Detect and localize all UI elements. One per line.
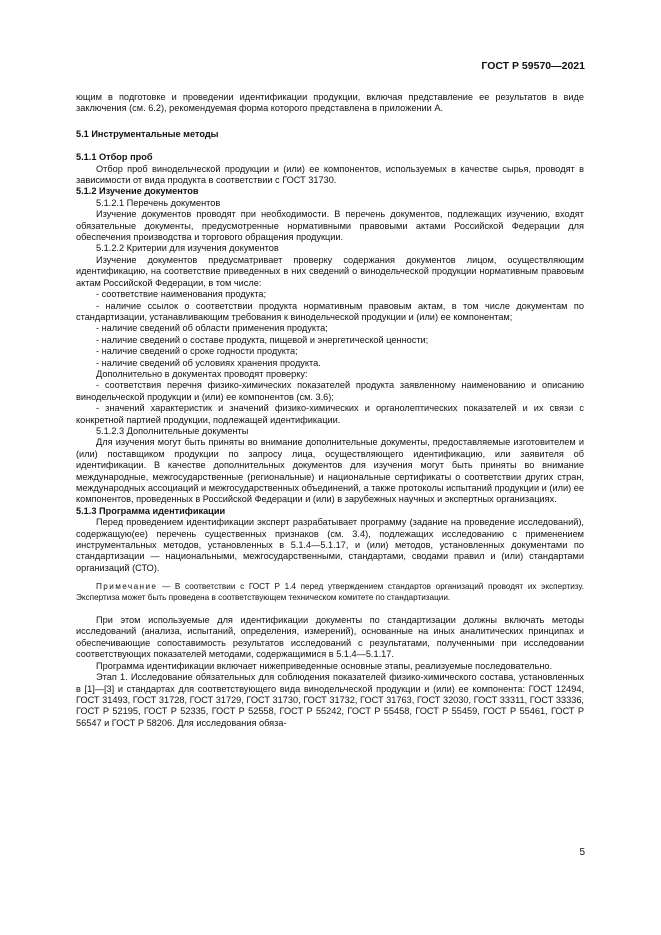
section-heading-5-1: 5.1 Инструментальные методы — [76, 128, 219, 139]
page-number: 5 — [579, 847, 585, 858]
note — [76, 582, 584, 603]
subsection-heading-5-1-2: 5.1.2 Изучение документов — [76, 186, 199, 197]
list-item: - наличие сведений о составе продукта, пищевой и энергетической ценности; — [96, 334, 429, 345]
item-heading-5-1-2-1: 5.1.2.1 Перечень документов — [96, 197, 221, 208]
paragraph-document-list: Изучение документов проводят при необходимости. В перечень документов, подлежащих изучению, входят обязательные документы, предусмотренные нормативными правовыми актами Российской Федерации для обеспечения производства и торгового обращения продукции. — [76, 209, 584, 243]
item-heading-5-1-2-2: 5.1.2.2 Критерии для изучения документов — [96, 243, 279, 254]
list-item: - наличие ссылок о соответствии продукта нормативным правовым актам, в том числе документам по стандартизации, устанавливающим требования к винодельческой продукции и (или) ее компонентам; — [76, 300, 584, 322]
paragraph-additional-check: Дополнительно в документах проводят проверку: — [96, 368, 308, 379]
list-item: - значений характеристик и значений физико-химических и органолептических показателей и их связи с конкретной партией продукции, подлежащей идентификации. — [76, 403, 584, 425]
page-body — [76, 92, 584, 729]
paragraph-program: Перед проведением идентификации эксперт разрабатывает программу (задание на проведение исследований), содержащую(ее) перечень существенных признаков (см. 3.4), подлежащих исследованию с применением инструментальных методов, установленных в 5.1.4—5.1.17, и (или) методов, установленных документами по стандартизации — национальными, межгосударственными, стандартами, сводами правил и (или) стандартами организаций (СТО). — [76, 517, 584, 573]
list-item: - наличие сведений об области применения продукта; — [96, 323, 328, 334]
paragraph-stages: Программа идентификации включает нижеприведенные основные этапы, реализуемые последовательно. — [96, 660, 553, 671]
paragraph-stage-1: Этап 1. Исследование обязательных для соблюдения показателей физико-химического состава, установленных в [1]—[3] и стандартах для соответствующего вида винодельческой продукции и (или) ее компонента: ГОСТ 12494, ГОСТ 31493, ГОСТ 31728, ГОСТ 31729, ГОСТ 31730, ГОСТ 31732, ГОСТ 31763, ГОСТ 32030, ГОСТ 33311, ГОСТ 33336, ГОСТ Р 52195, ГОСТ Р 52335, ГОСТ Р 52558, ГОСТ Р 55242, ГОСТ Р 55458, ГОСТ Р 55459, ГОСТ Р 55461, ГОСТ Р 56547 и ГОСТ Р 58206. Для исследования обяза- — [76, 672, 584, 728]
paragraph-sampling: Отбор проб винодельческой продукции и (или) ее компонентов, используемых в качестве сырья, проводят в зависимости от вида продукта в соответствии с ГОСТ 31730. — [76, 163, 584, 186]
subsection-heading-5-1-3: 5.1.3 Программа идентификации — [76, 505, 226, 516]
list-item: - наличие сведений о сроке годности продукта; — [96, 346, 298, 357]
subsection-heading-5-1-1: 5.1.1 Отбор проб — [76, 152, 153, 163]
document-code: ГОСТ Р 59570—2021 — [481, 60, 585, 72]
item-heading-5-1-2-3: 5.1.2.3 Дополнительные документы — [96, 425, 249, 436]
paragraph-additional-documents: Для изучения могут быть приняты во внимание дополнительные документы, предоставляемые изготовителем и (или) поставщиком продукции по запросу лица, осуществляющего идентификацию, или заявителя об идентификации. В качестве дополнительных документов для изучения могут быть приняты во внимание международные, межгосударственные (региональные) и национальные сертификаты о соответствии других стран, международных ассоциаций и межгосударственных объединений, а также протоколы испытаний продукции и (или) ее компонентов, проведенных в Российской Федерации и (или) в зарубежных научных и экспертных организациях. — [76, 437, 584, 505]
paragraph-criteria: Изучение документов предусматривает проверку содержания документов лицом, осуществляющим идентификацию, на соответствие приведенных в них сведений о винодельческой продукции нормативным правовым актам Российской Федерации, в том числе: — [76, 254, 584, 288]
paragraph-methods: При этом используемые для идентификации документы по стандартизации должны включать методы исследований (анализа, испытаний, определения, измерений), основанные на иных аналитических принципах и обеспечивающие сопоставимость результатов исследований с результатами, полученными при исследовании соответствующих показателей методами, содержащимися в 5.1.4—5.1.17. — [76, 615, 584, 660]
note-text: — В соответствии с ГОСТ Р 1.4 перед утверждением стандартов организаций проводят их экспертизу. Экспертиза может быть проведена в соответствующем техническом комитете по стандартизации. — [76, 582, 584, 602]
paragraph-continuation: ющим в подготовке и проведении идентификации продукции, включая представление ее результатов в виде заключения (см. 6.2), рекомендуемая форма которого представлена в приложении А. — [76, 92, 584, 114]
list-item: - соответствия перечня физико-химических показателей продукта заявленному наименованию и описанию винодельческой продукции и (или) ее компонентов (см. 3.6); — [76, 380, 584, 402]
list-item: - соответствие наименования продукта; — [96, 289, 267, 300]
list-item: - наличие сведений об условиях хранения продукта. — [96, 357, 321, 368]
note-label: Примечание — [96, 582, 158, 592]
